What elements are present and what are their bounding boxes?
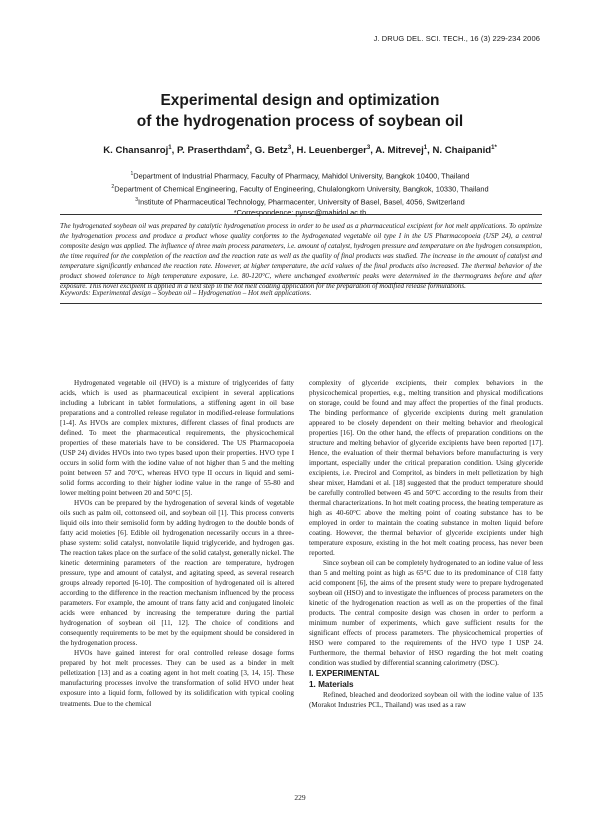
keywords: Keywords: Experimental design – Soybean oil – Hydrogenation – Hot melt applications. [60,289,312,297]
affiliation-text: Department of Industrial Pharmacy, Faculty of Pharmacy, Mahidol University, Bangkok 10400, Thailand [133,171,470,181]
paper-title [0,90,600,132]
intro-paragraph-3: HVOs have gained interest for oral controlled release dosage forms prepared by hot melt processes. They can be used as a binder in melt pelletization [13] and as a coating agent in hot melt coating [3, 14, 15]. These manufacturing processes involve the transformation of solid HVO under heat exposure into a liquid form, followed by its solidification with typical cooling treatments. Due to the chemical [60,649,294,708]
author-affiliation-marker: 1 [423,145,428,151]
author-list [0,145,600,156]
subsection-heading-materials: 1. Materials [309,680,354,690]
journal-reference: J. DRUG DEL. SCI. TECH., 16 (3) 229-234 2006 [373,34,540,43]
page-number: 229 [294,793,306,802]
intro-paragraph-2: HVOs can be prepared by the hydrogenation of several kinds of vegetable oils such as palm oil, cottonseed oil, and soybean oil [1]. This process converts liquid oils into their semisolid form by adding hydrogen to the double bonds of fatty acid moieties [6]. Edible oil hydrogenation necessarily occurs in a three-phase system: solid catalyst, nonvolatile liquid triglyceride, and hydrogen gas. The reaction takes place on the surface of the solid catalyst, generally nickel. The kinetic determining parameters of the reaction are temperature, hydrogen pressure, type and amount of catalyst, and agitating speed, as several research groups already reported [6-10]. The composition of hydrogenated oil is altered according to the difference in the reaction mechanism influenced by the process parameters. For example, the amount of trans fatty acid and conjugated linoleic acids were enhanced by increasing the temperature during the partial hydrogenation of soybean oil [11, 12]. The choice of conditions and consequently requirements to be met by the equipment should be considered in the hydrogenation process. [60,499,294,648]
affiliation-text: *Correspondence: pynsc@mahidol.ac.th [233,207,367,217]
affiliation-marker: 1 [130,171,134,177]
author-separator: , [370,145,376,157]
intro-paragraph-4: complexity of glyceride excipients, their complex behaviors in the physicochemical properties, e.g., melting transition and physical modifications on storage, could be found and may affect the properties of the final products. The binding performance of glyceride excipients during melt granulation appeared to be closely dependent on their melting behavior and rheological properties [16]. On the other hand, the effects of preparation conditions on the structure and melting behavior of glyceride excipients have been reported [17]. Hence, the evaluation of their thermal behaviors before manufacturing is very important, especially under the critical preparation condition. Using glyceride excipients, i.e. Precirol and Compritol, as binders in melt pelletization by high shear mixer, Hamdani et al. [18] suggested that the product temperature should be carefully controlled between 45 and 50°C according to the results from their thermal characterizations. In hot melt coating process, the heating temperature as high as 40-60°C above the melting point of coating substance has to be employed in order to maintain the coating substance in molten liquid before coating. However, the thermal behavior of glyceride excipients under high temperature exposure, existing in the hot melt coating process, has never been reported. [309,379,543,558]
author-name: N. Chaipanid [432,145,492,157]
left-column [60,378,294,709]
author-name: A. Mitrevej [375,145,424,157]
affiliation-marker: 2 [111,183,115,190]
abstract-top-rule [60,214,542,215]
materials-paragraph: Refined, bleached and deodorized soybean oil with the iodine value of 135 (Morakot Industries PCL, Thailand) was used as a raw [309,691,543,710]
title-line-2: of the hydrogenation process of soybean oil [136,113,464,130]
author-affiliation-marker: 2 [246,145,250,151]
abstract: The hydrogenated soybean oil was prepared by catalytic hydrogenation process in order to be used as a pharmaceutical excipient for hot melt applications. To optimize the hydrogenation process and produce a product whose quality conforms to the hydrogenated vegetable oil type I in the US Pharmacopoeia (USP 24), a central composite design was applied. The influence of three main process parameters, i.e. amount of catalyst, hydrogen pressure and temperature on the hydrogen consumption, the time required for the completion of the reaction and the reaction rate as well as the quality of final products was studied. The increase in the amount of catalyst and temperature significantly enhanced the reaction rate. However, at higher temperature, the acid values of the final products also increased. The thermal behavior of the product showed tolerance to high temperature exposure, i.e. 80-120°C, where unchanged exothermic peaks were determined in the thermograms before and after exposure. This novel excipient is applied in a next step in the hot melt coating application for the preparation of modified release formulations. [60,222,542,290]
author-name: K. Chansanroj [103,145,169,157]
affiliation-line [0,195,600,208]
author-separator: , [427,145,433,157]
author-separator: , [249,145,255,157]
author-affiliation-marker: 1* [491,145,497,151]
author-name: H. Leuenberger [296,145,367,157]
author-affiliation-marker: 3 [287,145,292,151]
author-name: G. Betz [254,145,288,157]
section-heading-experimental: I. EXPERIMENTAL [309,669,380,679]
affiliation-line [0,169,600,182]
author-separator: , [171,145,177,157]
intro-paragraph-1: Hydrogenated vegetable oil (HVO) is a mixture of triglycerides of fatty acids, which is used as pharmaceutical excipient in several applications including a lubricant in tablet formulations, a stiffening agent in oil base preparations and a controlled release regulator in modified-release formulations [1-4]. As HVOs are complex mixtures, different classes of final products are defined. To meet the pharmaceutical requirements, the physicochemical properties of these materials have to be considered. The US Pharmacopoeia (USP 24) divides HVOs into two types based upon their properties. HVO type I occurs in solid form with the iodine value of not higher than 5 and the melting point between 57 and 70°C, whereas HVO type II occurs in liquid and semi-solid forms according to their higher iodine value in the range of 55-80 and lower melting point between 20 and 50°C [5]. [60,379,294,498]
author-separator: , [291,145,297,157]
title-line-1: Experimental design and optimization [160,92,440,109]
intro-paragraph-5: Since soybean oil can be completely hydrogenated to an iodine value of less than 5 and melting point as high as 65°C due to its predominance of C18 fatty acid component [6], the aims of the present study were to prepare hydrogenated soybean oil (HSO) and to investigate the influences of process parameters on the kinetic of the hydrogenation reaction as well as on the properties of the final products. The central composite design was chosen in order to perform a minimum number of experiments, which gave sufficient results for the significant effects of process parameters. The physicochemical properties of HSO were compared to the requirements of the HVO type I USP 24. Furthermore, the thermal behavior of HSO regarding the hot melt coating condition was studied by differential scanning calorimetry (DSC). [309,559,543,668]
author-affiliation-marker: 1 [168,145,172,151]
affiliation-marker: 3 [135,196,139,203]
affiliation-text: Department of Chemical Engineering, Faculty of Engineering, Chulalongkorn University, Bangkok, 10330, Thailand [114,184,489,194]
affiliation-line [0,182,600,195]
affiliation-text: Institute of Pharmaceutical Technology, Pharmacenter, University of Basel, Basel, 4056, Switzerland [138,197,465,207]
author-name: P. Praserthdam [176,145,247,157]
right-column [309,378,543,710]
affiliation-line [0,208,600,218]
keywords-bottom-rule [60,303,542,304]
author-affiliation-marker: 3 [366,145,371,151]
keywords-top-rule [60,283,542,284]
affiliation-list [0,169,600,218]
